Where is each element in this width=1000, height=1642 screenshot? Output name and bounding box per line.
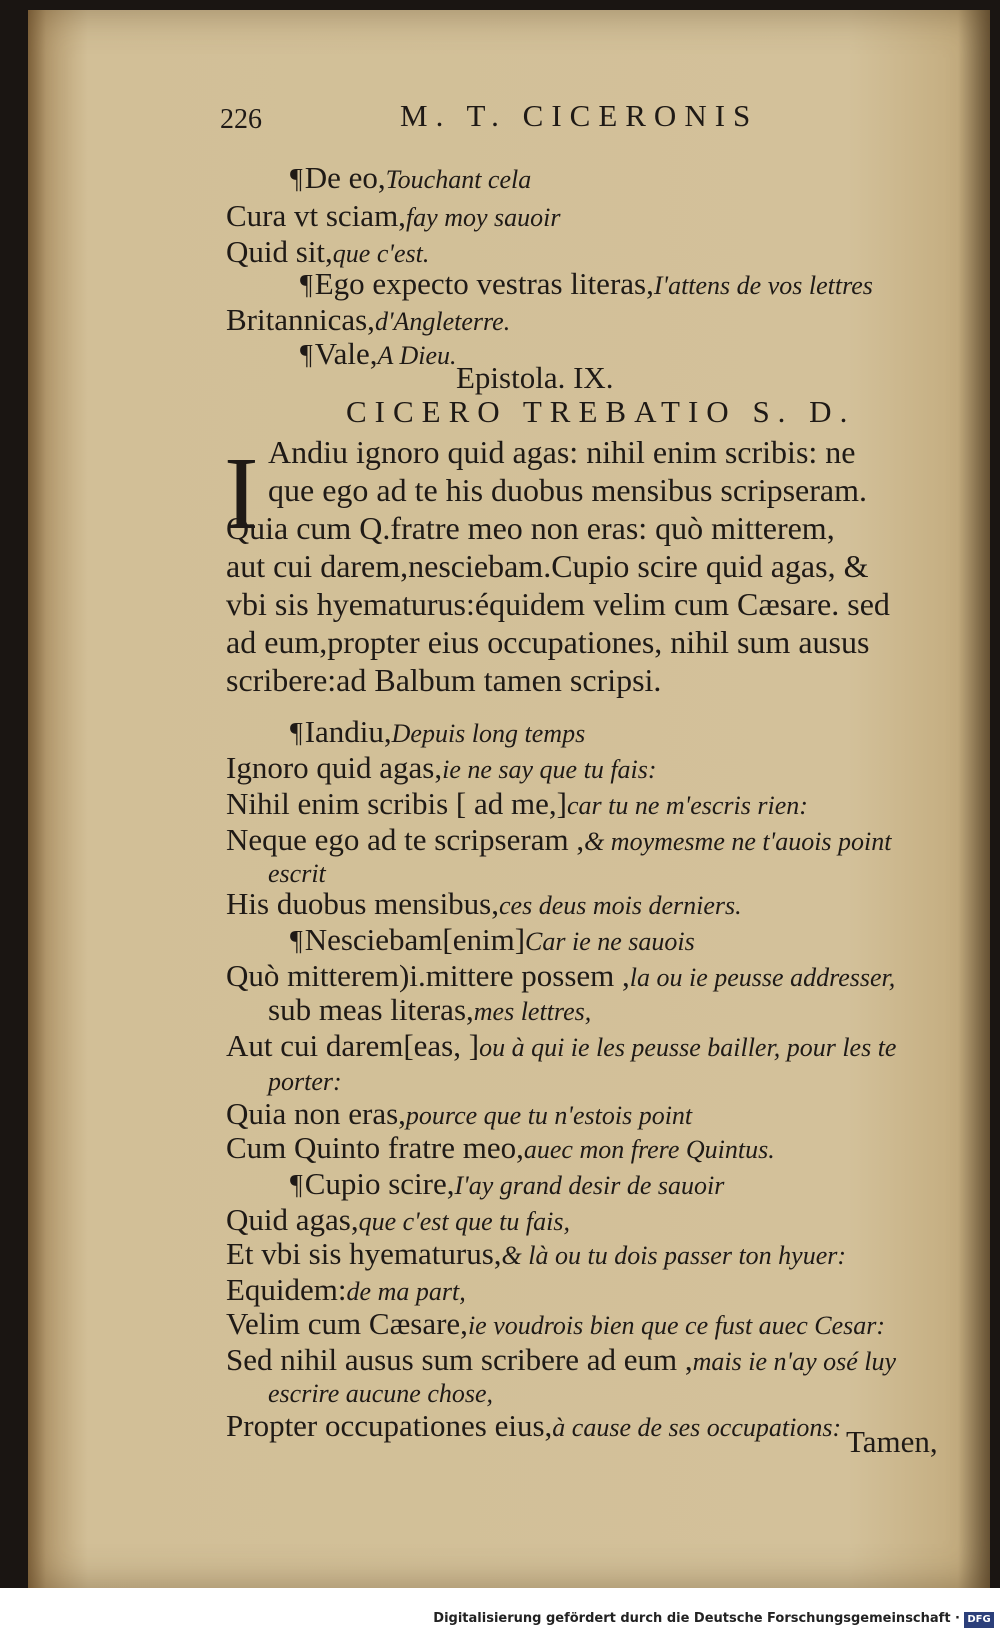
- letter-line: aut cui darem,nesciebam.Cupio scire quid agas, &: [226, 548, 869, 584]
- gloss-line: His duobus mensibus,ces deus mois derniers.: [226, 886, 742, 921]
- book-page: [28, 10, 990, 1588]
- letter-line: vbi sis hyematurus:équidem velim cum Cæsare. sed: [226, 586, 890, 622]
- letter-line: Andiu ignoro quid agas: nihil enim scribis: ne: [268, 434, 856, 470]
- gloss-line: Velim cum Cæsare,ie voudrois bien que ce fust auec Cesar:: [226, 1306, 886, 1341]
- gloss-line: Quò mitterem)i.mittere possem ,la ou ie peusse addresser,: [226, 958, 896, 993]
- gloss-line: porter:: [268, 1067, 342, 1096]
- line: Britannicas,d'Angleterre.: [226, 302, 511, 337]
- digitization-footer: [0, 1588, 1000, 1642]
- line: ¶Ego expecto vestras literas,I'attens de vos lettres: [300, 266, 873, 301]
- gloss-line: escrire aucune chose,: [268, 1379, 494, 1408]
- gloss-line: Sed nihil ausus sum scribere ad eum ,mais ie n'ay osé luy: [226, 1342, 897, 1377]
- letter-line: ad eum,propter eius occupationes, nihil sum ausus: [226, 624, 870, 660]
- gloss-line: Propter occupationes eius,à cause de ses occupations:: [226, 1408, 842, 1443]
- gloss-line: ¶Iandiu,Depuis long temps: [290, 714, 586, 749]
- letter-line: Quia cum Q.fratre meo non eras: quò mitterem,: [226, 510, 835, 546]
- gloss-line: Et vbi sis hyematurus,& là ou tu dois passer ton hyuer:: [226, 1236, 847, 1271]
- drop-cap: I: [224, 436, 259, 551]
- line: Quid sit,que c'est.: [226, 234, 430, 269]
- gloss-line: ¶Cupio scire,I'ay grand desir de sauoir: [290, 1166, 725, 1201]
- gloss-line: ¶Nesciebam[enim]Car ie ne sauois: [290, 922, 695, 957]
- gloss-line: escrit: [268, 859, 326, 888]
- funding-note: Digitalisierung gefördert durch die Deutsche Forschungsgemeinschaft ·: [433, 1611, 960, 1626]
- dfg-logo: DFG: [964, 1612, 994, 1628]
- page-text: [28, 10, 990, 1588]
- letter-line: que ego ad te his duobus mensibus scripseram.: [268, 472, 867, 508]
- line: ¶De eo,Touchant cela: [290, 160, 532, 195]
- gloss-line: Aut cui darem[eas, ]ou à qui ie les peusse bailler, pour les te: [226, 1028, 897, 1063]
- gloss-line: Ignoro quid agas,ie ne say que tu fais:: [226, 750, 657, 785]
- gloss-line: Equidem:de ma part,: [226, 1272, 466, 1307]
- letter-line: scribere:ad Balbum tamen scripsi.: [226, 662, 662, 698]
- gloss-line: Quia non eras,pource que tu n'estois point: [226, 1096, 693, 1131]
- gloss-line: Cum Quinto fratre meo,auec mon frere Quintus.: [226, 1130, 775, 1165]
- catchword: Tamen,: [846, 1424, 938, 1459]
- line: ¶Vale,A Dieu.: [300, 336, 457, 371]
- line: Cura vt sciam,fay moy sauoir: [226, 198, 561, 233]
- page-number: 226: [220, 104, 262, 135]
- gloss-line: Nihil enim scribis [ ad me,]car tu ne m'escris rien:: [226, 786, 808, 821]
- running-head: M. T. CICERONIS: [400, 98, 759, 133]
- salutation: CICERO TREBATIO S. D.: [346, 394, 856, 429]
- epistola-title: Epistola. IX.: [456, 360, 614, 395]
- gloss-line: sub meas literas,mes lettres,: [268, 992, 592, 1027]
- gloss-line: Neque ego ad te scripseram ,& moymesme ne t'auois point: [226, 822, 892, 857]
- gloss-line: Quid agas,que c'est que tu fais,: [226, 1202, 570, 1237]
